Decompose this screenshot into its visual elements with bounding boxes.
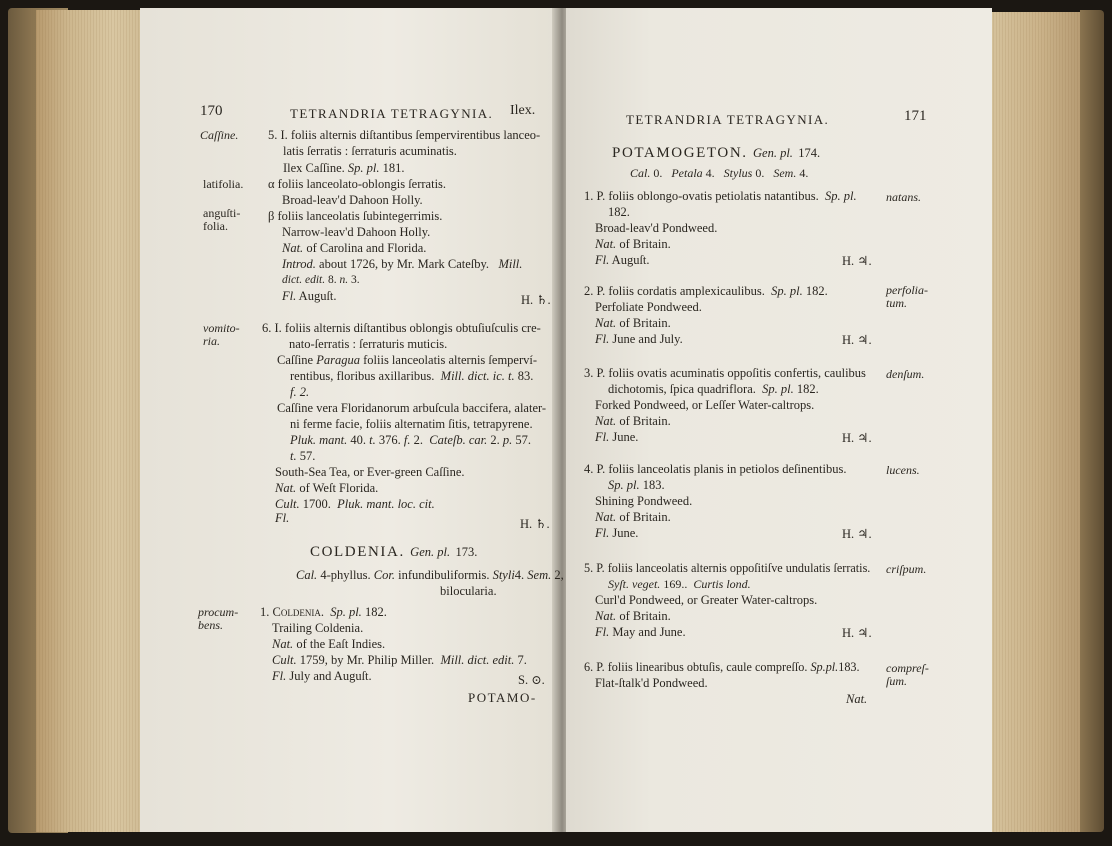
running-head-left: TETRANDRIA TETRAGYNIA. <box>290 106 494 121</box>
entry-line: Fl. Auguſt. <box>595 253 650 267</box>
entry-line: Narrow-leav'd Dahoon Holly. <box>282 225 431 239</box>
entry-line: Caſſine vera Floridanorum arbuſcula baccifera, alater- <box>277 401 547 415</box>
entry-line: Cult. 1700. Pluk. mant. loc. cit. <box>275 497 435 511</box>
entry-line: 5. I. foliis alternis diſtantibus ſempervirentibus lanceo- <box>268 128 541 142</box>
entry-line: ni ferme facie, foliis alternatim ſitis, tetrapyrene. <box>290 417 533 431</box>
entry-line: Broad-leav'd Dahoon Holly. <box>282 193 423 207</box>
entry-line: Fl. May and June. <box>595 625 686 639</box>
entry-line: Nat. of Carolina and Florida. <box>282 241 427 255</box>
margin-caffine: Caſſine. <box>200 128 239 142</box>
entry-line: Fl. Auguſt. <box>282 289 337 303</box>
margin-angusti: anguſti- folia. <box>203 206 241 233</box>
margin-lucens: lucens. <box>886 463 920 477</box>
entry-line: Caſſine Paragua foliis lanceolatis alternis ſemperví- <box>277 353 538 367</box>
entry-line: Nat. of Britain. <box>595 609 671 623</box>
entry-line: Shining Pondweed. <box>595 494 693 508</box>
entry-line: α foliis lanceolato-oblongis ſerratis. <box>268 177 447 191</box>
habit-symbol: H. ♄. <box>520 517 550 531</box>
entry-line: rentibus, floribus axillaribus. Mill. dict. ic. t. 83. <box>290 369 534 383</box>
right-page-edges <box>990 12 1088 832</box>
habit-symbol: H. ♃. <box>842 254 872 268</box>
entry-line: Fl. July and Auguſt. <box>272 669 372 683</box>
right-cover <box>1080 10 1104 832</box>
habit-symbol: H. ♄. <box>521 293 551 307</box>
entry-line: Forked Pondweed, or Leſſer Water-caltrops. <box>595 398 815 412</box>
genus-character: Cal. 4-phyllus. Cor. infundibuliformis. Styli4. Sem. 2, <box>296 568 564 582</box>
left-page-edges <box>36 10 146 832</box>
entry-line: 1. P. foliis oblongo-ovatis petiolatis natantibus. Sp. pl. <box>584 189 857 203</box>
entry-line: 5. P. foliis lanceolatis alternis oppoſitiſve undulatis ſerratis. <box>584 561 871 575</box>
entry-line: Nat. of Britain. <box>595 414 671 428</box>
genus-character: bilocularia. <box>440 584 497 598</box>
margin-vomitoria: vomito- ria. <box>203 321 240 348</box>
entry-line: f. 2. <box>290 385 310 399</box>
entry-line: Curl'd Pondweed, or Greater Water-caltrops. <box>595 593 818 607</box>
entry-line: latis ſerratis : ſerraturis acuminatis. <box>283 144 457 158</box>
margin-perfoliatum: perfolia- tum. <box>886 283 928 310</box>
entry-line: t. 57. <box>290 449 316 463</box>
entry-line: Pluk. mant. 40. t. 376. f. 2. Cateſb. car. 2. p. 57. <box>290 433 531 447</box>
entry-line: 6. P. foliis linearibus obtuſis, caule compreſſo. Sp.pl.183. <box>584 660 860 674</box>
entry-line: Broad-leav'd Pondweed. <box>595 221 718 235</box>
entry-line: Fl. June. <box>595 526 639 540</box>
entry-line: Cult. 1759, by Mr. Philip Miller. Mill. dict. edit. 7. <box>272 653 527 667</box>
entry-line: Ilex Caſſine. Sp. pl. 181. <box>283 161 405 175</box>
entry-line: 2. P. foliis cordatis amplexicaulibus. Sp. pl. 182. <box>584 284 828 298</box>
entry-line: β foliis lanceolatis ſubintegerrimis. <box>268 209 443 223</box>
habit-symbol: H. ♃. <box>842 431 872 445</box>
entry-line: nato-ſerratis : ſerraturis muticis. <box>289 337 448 351</box>
habit-symbol: H. ♃. <box>842 333 872 347</box>
genus-heading: COLDENIA. Gen. pl. 173. <box>310 544 478 560</box>
margin-procumbens: procum- bens. <box>198 605 239 632</box>
margin-natans: natans. <box>886 190 922 204</box>
catchword-left: POTAMO- <box>468 690 537 705</box>
habit-symbol: S. ⊙. <box>518 673 545 687</box>
margin-latifolia: latifolia. <box>203 177 244 191</box>
page-number-left: 170 <box>200 103 223 119</box>
entry-line: Nat. of Britain. <box>595 510 671 524</box>
entry-line: Flat-ſtalk'd Pondweed. <box>595 676 708 690</box>
entry-line: Perfoliate Pondweed. <box>595 300 702 314</box>
catchword-right: Nat. <box>846 692 868 706</box>
running-head-right: TETRANDRIA TETRAGYNIA. <box>626 112 830 127</box>
entry-line: 1. Coldenia. Sp. pl. 182. <box>260 605 387 619</box>
entry-line: 3. P. foliis ovatis acuminatis oppoſitis confertis, caulibus <box>584 366 866 380</box>
running-genus-left: Ilex. <box>510 103 536 118</box>
entry-line: dict. edit. 8. n. 3. <box>282 274 360 286</box>
entry-line: Fl. June and July. <box>595 332 683 346</box>
margin-crispum: criſpum. <box>886 562 927 576</box>
entry-line: Nat. of Britain. <box>595 316 671 330</box>
entry-line: 6. I. foliis alternis diſtantibus oblongis obtuſiuſculis cre- <box>262 321 541 335</box>
entry-line: Fl. <box>275 511 290 525</box>
page-number-right: 171 <box>904 108 927 124</box>
entry-line: Trailing Coldenia. <box>272 621 364 635</box>
entry-line: Nat. of Britain. <box>595 237 671 251</box>
entry-line: Nat. of the Eaſt Indies. <box>272 637 386 651</box>
entry-line: Introd. about 1726, by Mr. Mark Cateſby. Mill. <box>282 257 523 271</box>
margin-compressum: compreſ- ſum. <box>886 661 929 688</box>
habit-symbol: H. ♃. <box>842 626 872 640</box>
genus-heading: POTAMOGETON. Gen. pl. 174. <box>612 145 821 161</box>
entry-line: 182. <box>608 205 630 219</box>
margin-densum: denſum. <box>886 367 925 381</box>
entry-line: 4. P. foliis lanceolatis planis in petiolos deſinentibus. <box>584 462 847 476</box>
entry-line: Syſt. veget. 169.. Curtis lond. <box>608 577 751 591</box>
genus-character: Cal. 0. Petala 4. Stylus 0. Sem. 4. <box>630 166 809 180</box>
entry-line: Sp. pl. 183. <box>608 478 665 492</box>
habit-symbol: H. ♃. <box>842 527 872 541</box>
entry-line: dichotomis, ſpica quadriflora. Sp. pl. 182. <box>608 382 819 396</box>
entry-line: South-Sea Tea, or Ever-green Caſſine. <box>275 465 465 479</box>
entry-line: Nat. of Weſt Florida. <box>275 481 379 495</box>
entry-line: Fl. June. <box>595 430 639 444</box>
